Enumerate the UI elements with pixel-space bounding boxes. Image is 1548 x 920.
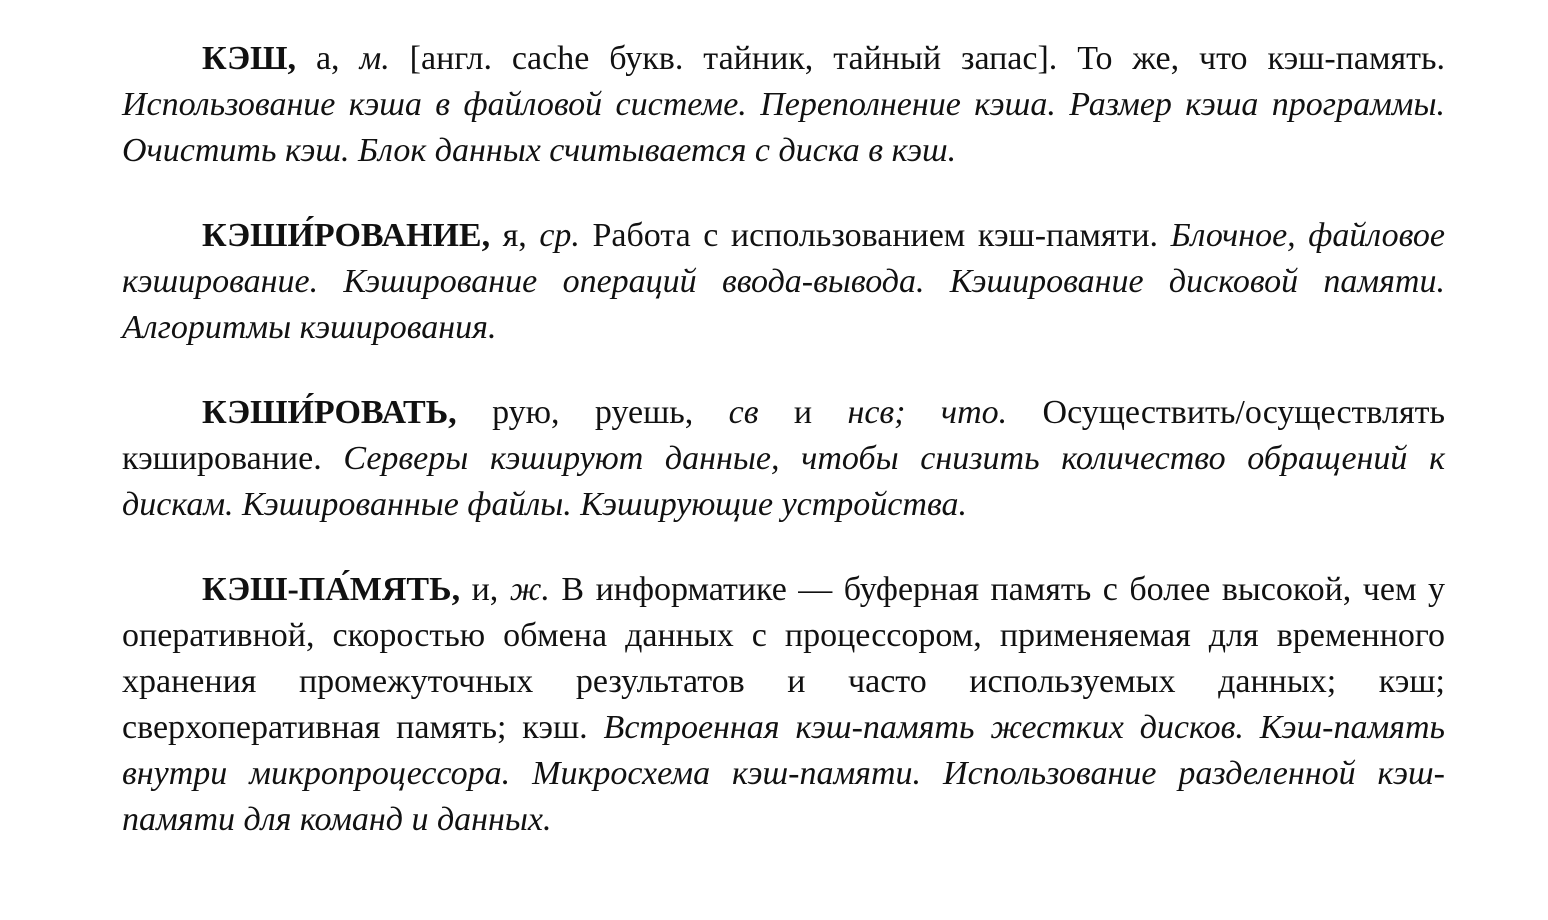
italic-text: Блочное, файловое кэширование. Кэширование операций ввода-вывода. Кэширование дисковой памяти. Алгоритмы кэширования.: [122, 217, 1445, 346]
italic-text: Серверы кэшируют данные, чтобы снизить количество обращений к дискам. Кэшированные файлы. Кэширующие устройства.: [122, 440, 1446, 523]
definition-text: Осуществить/осуществлять кэширование.: [122, 394, 1445, 477]
definition-text: Работа с использованием кэш-памяти.: [579, 217, 1171, 254]
definition-text: рую, руешь,: [456, 394, 729, 431]
headword: КЭШИ́РОВАТЬ,: [202, 394, 457, 431]
headword: КЭШ,: [202, 40, 296, 77]
italic-text: Использование кэша в файловой системе. Переполнение кэша. Размер кэша программы. Очистить кэш. Блок данных считывается с диска в кэш.: [122, 86, 1445, 169]
italic-text: Встроенная кэш-память жестких дисков. Кэш-память внутри микропроцессора. Микросхема кэш-памяти. Использование разделенной кэш-памяти для команд и данных.: [122, 709, 1445, 838]
definition-text: В информатике — буферная память с более высокой, чем у оперативной, скоростью обмена данных с процессором, применяемая для временного хранения промежуточных результатов и часто используемых данных; кэш; сверхоперативная память; кэш.: [122, 571, 1445, 746]
definition-text: я,: [490, 217, 540, 254]
entry-keshirovanie: [122, 213, 1445, 351]
headword: КЭШИ́РОВАНИЕ,: [202, 217, 491, 254]
italic-text: св: [728, 394, 759, 431]
entry-keshirovat: [122, 390, 1445, 528]
entry-kesh: [122, 36, 1445, 174]
italic-text: нсв; что.: [847, 394, 1008, 431]
entry-kesh-pamyat: [122, 567, 1445, 843]
definition-text: а,: [295, 40, 360, 77]
dictionary-page: [122, 36, 1445, 882]
definition-text: и,: [460, 571, 510, 608]
italic-text: м.: [359, 40, 390, 77]
headword: КЭШ-ПА́МЯТЬ,: [202, 571, 461, 608]
italic-text: ж.: [509, 571, 550, 608]
definition-text: и: [758, 394, 848, 431]
definition-text: [англ. cache букв. тайник, тайный запас]. То же, что кэш-память.: [389, 40, 1445, 77]
italic-text: ср.: [539, 217, 580, 254]
